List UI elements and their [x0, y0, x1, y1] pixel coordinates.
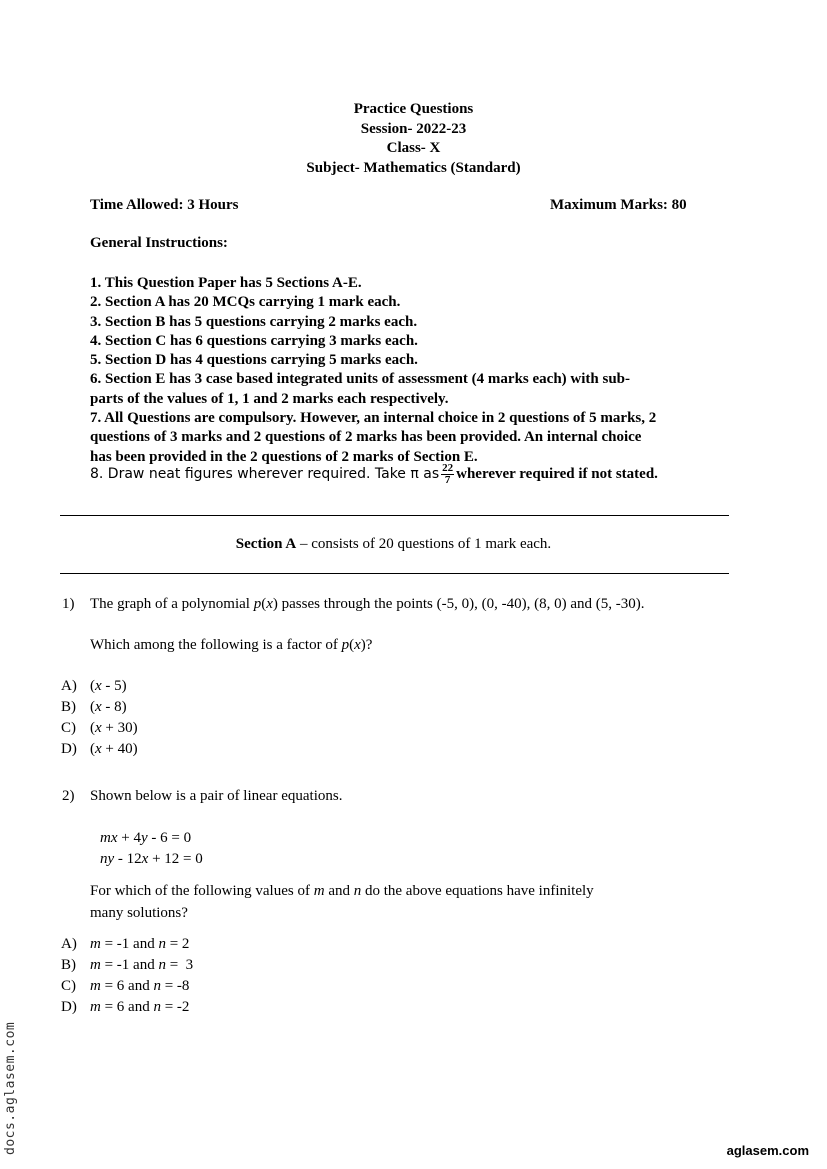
- text-segment: + 30): [101, 720, 138, 736]
- instruction-8-pre: 8. Draw neat figures wherever required. Take π as: [90, 465, 440, 482]
- var-x: x: [266, 596, 273, 612]
- text-segment: (: [90, 678, 95, 694]
- option-letter: A): [61, 678, 77, 694]
- var-x: x: [141, 851, 149, 867]
- fraction-denominator: 7: [444, 474, 451, 486]
- text-segment: ) passes through the points (-5, 0), (0, -40), (8, 0) and (5, -30).: [272, 596, 645, 612]
- var-n: n: [153, 978, 161, 994]
- var-n: n: [158, 957, 166, 973]
- var-mx: mx: [100, 830, 118, 846]
- option-letter: C): [61, 978, 76, 994]
- divider-bottom: [60, 573, 729, 574]
- option-letter: D): [61, 741, 77, 757]
- header-class: Class- X: [386, 140, 441, 156]
- text-segment: = 3: [165, 957, 194, 973]
- text-segment: do the above equations have infinitely: [361, 883, 594, 899]
- text-segment: - 6 = 0: [147, 830, 192, 846]
- equation-2: [100, 851, 203, 868]
- pi-fraction: [441, 463, 454, 486]
- time-allowed: Time Allowed: 3 Hours: [90, 197, 239, 213]
- text-segment: Which among the following is a factor of: [90, 637, 342, 653]
- option-d[interactable]: [90, 999, 189, 1016]
- text-segment: - 12: [114, 851, 142, 867]
- var-n: n: [158, 936, 166, 952]
- footer-brand-link[interactable]: aglasem.com: [726, 1143, 809, 1158]
- option-c[interactable]: [90, 720, 138, 737]
- var-m: m: [90, 936, 101, 952]
- var-x: x: [95, 678, 102, 694]
- var-m: m: [90, 978, 101, 994]
- text-segment: (: [349, 637, 355, 653]
- option-a[interactable]: [90, 678, 127, 695]
- var-m: m: [90, 999, 101, 1015]
- instruction-item: parts of the values of 1, 1 and 2 marks each respectively.: [90, 390, 449, 407]
- text-segment: = -8: [160, 978, 190, 994]
- instruction-item: has been provided in the 2 questions of 2 marks of Section E.: [90, 448, 478, 465]
- text-segment: and: [324, 883, 354, 899]
- var-x: x: [354, 637, 361, 653]
- question-1-number: 1): [62, 596, 75, 612]
- text-segment: + 12 = 0: [148, 851, 203, 867]
- text-segment: = 6 and: [100, 999, 154, 1015]
- instruction-item: 2. Section A has 20 MCQs carrying 1 mark each.: [90, 294, 401, 311]
- option-letter: C): [61, 720, 76, 736]
- question-1-text: [90, 596, 644, 613]
- var-y: y: [140, 830, 148, 846]
- section-a-description: – consists of 20 questions of 1 mark each.: [296, 536, 552, 552]
- instruction-item: 5. Section D has 4 questions carrying 5 marks each.: [90, 352, 418, 369]
- option-b[interactable]: [90, 699, 127, 716]
- var-n: n: [153, 999, 161, 1015]
- divider-top: [60, 515, 729, 516]
- option-d[interactable]: [90, 741, 138, 758]
- option-c[interactable]: [90, 978, 189, 995]
- var-ny: ny: [100, 851, 115, 867]
- var-x: x: [95, 741, 102, 757]
- var-m: m: [90, 957, 101, 973]
- text-segment: - 5): [101, 678, 127, 694]
- text-segment: - 8): [101, 699, 127, 715]
- question-1-prompt: [90, 637, 372, 654]
- header-subject: Subject- Mathematics (Standard): [306, 159, 521, 176]
- var-m: m: [313, 883, 325, 899]
- text-segment: + 4: [117, 830, 141, 846]
- question-2-text: Shown below is a pair of linear equations.: [90, 788, 343, 804]
- text-segment: (: [90, 699, 95, 715]
- text-segment: = -1 and: [100, 936, 159, 952]
- instruction-item: questions of 3 marks and 2 questions of 2 marks has been provided. An internal choice: [90, 429, 642, 446]
- instruction-item: 7. All Questions are compulsory. However, an internal choice in 2 questions of 5 marks, 2: [90, 410, 657, 427]
- var-p: p: [253, 596, 262, 612]
- header-title: Practice Questions: [353, 101, 474, 117]
- question-2-prompt-cont: many solutions?: [90, 905, 188, 921]
- option-letter: D): [61, 999, 77, 1015]
- question-2-number: 2): [62, 788, 75, 804]
- text-segment: = -1 and: [100, 957, 159, 973]
- instructions-heading: General Instructions:: [90, 235, 228, 251]
- section-a-label: Section A: [235, 536, 297, 552]
- section-a-heading: [0, 536, 787, 553]
- option-letter: B): [61, 957, 76, 973]
- text-segment: The graph of a polynomial: [90, 596, 254, 612]
- option-letter: B): [61, 699, 76, 715]
- side-watermark: docs.aglasem.com: [3, 1021, 18, 1155]
- header-session: Session- 2022-23: [360, 120, 467, 137]
- paper-header: [0, 100, 827, 178]
- option-a[interactable]: [90, 936, 189, 953]
- instruction-8-post: wherever required if not stated.: [456, 465, 658, 482]
- fraction-numerator: 22: [442, 462, 454, 474]
- maximum-marks: Maximum Marks: 80: [550, 197, 687, 213]
- var-p: p: [341, 637, 350, 653]
- instruction-item: 6. Section E has 3 case based integrated units of assessment (4 marks each) with sub-: [90, 371, 631, 388]
- text-segment: (: [90, 741, 95, 757]
- text-segment: = -2: [160, 999, 190, 1015]
- text-segment: (: [261, 596, 267, 612]
- text-segment: + 40): [101, 741, 138, 757]
- instruction-item: 4. Section C has 6 questions carrying 3 marks each.: [90, 332, 418, 349]
- instruction-item: 1. This Question Paper has 5 Sections A-E.: [90, 275, 362, 291]
- text-segment: = 6 and: [100, 978, 154, 994]
- var-x: x: [95, 720, 102, 736]
- var-x: x: [95, 699, 102, 715]
- option-b[interactable]: [90, 957, 193, 974]
- instruction-item: 3. Section B has 5 questions carrying 2 marks each.: [90, 313, 418, 330]
- option-letter: A): [61, 936, 77, 952]
- instruction-item-8: [90, 463, 658, 486]
- question-2-prompt: [90, 883, 594, 900]
- var-n: n: [353, 883, 362, 899]
- text-segment: For which of the following values of: [90, 883, 314, 899]
- text-segment: )?: [360, 637, 373, 653]
- equation-1: [100, 830, 191, 847]
- text-segment: = 2: [165, 936, 190, 952]
- text-segment: (: [90, 720, 95, 736]
- instructions-list: [90, 274, 740, 467]
